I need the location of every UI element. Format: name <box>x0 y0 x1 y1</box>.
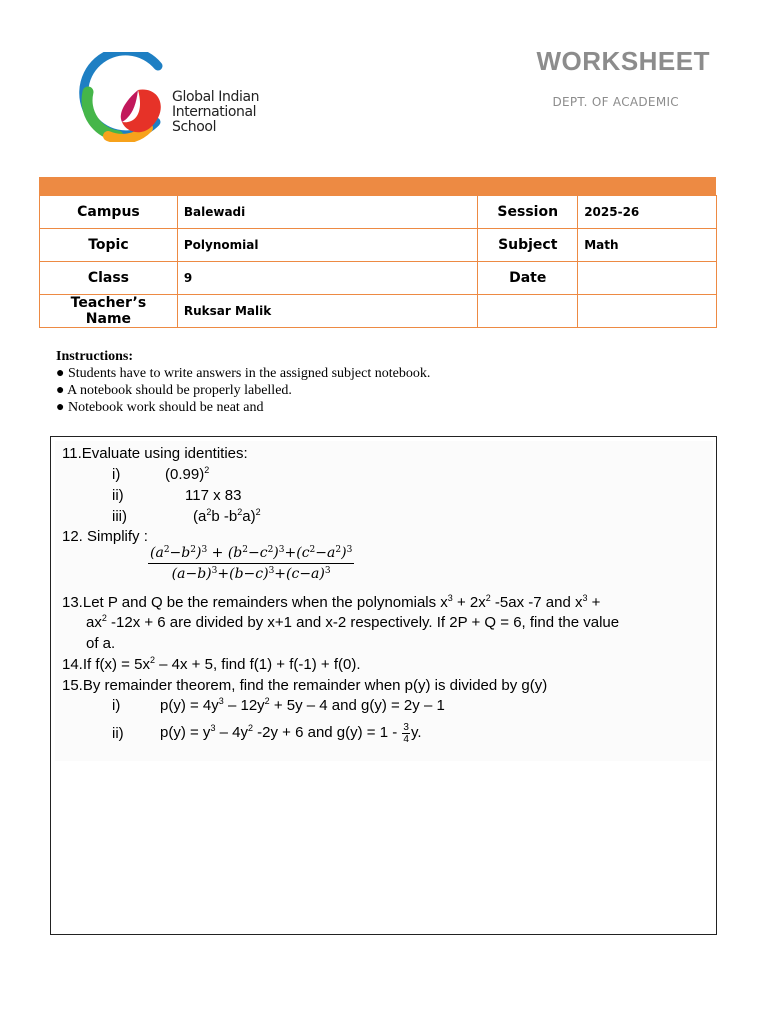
expr: – 12y <box>223 697 265 714</box>
subject-value: Math <box>578 229 717 262</box>
school-logo <box>78 52 263 142</box>
question-text: + <box>587 594 601 611</box>
session-value: 2025-26 <box>578 196 717 229</box>
question-11-part-label: iii) <box>112 508 127 525</box>
department-label: DEPT. OF ACADEMIC <box>552 95 679 109</box>
question-text: -12x + 6 are divided by x+1 and x-2 respectively. If 2P + Q = 6, find the value <box>106 614 620 631</box>
instructions-heading: Instructions: <box>56 349 134 364</box>
question-number: 15. <box>62 677 83 694</box>
question-number: 13. <box>62 594 83 611</box>
question-12-fraction <box>148 545 354 582</box>
fraction-numerator: 3 <box>403 721 409 733</box>
question-text: + 2x <box>452 594 486 611</box>
question-15 <box>62 677 547 695</box>
exponent: 2 <box>204 465 210 475</box>
question-number: 14. <box>62 656 83 673</box>
school-name-line-1: Global Indian <box>172 89 260 105</box>
question-11-part-label: ii) <box>112 487 124 504</box>
expr: (0.99) <box>165 466 205 483</box>
question-text: If f(x) = 5x <box>82 656 150 673</box>
question-15-part-label: i) <box>112 697 121 714</box>
campus-value: Balewadi <box>177 196 477 229</box>
table-row <box>40 196 717 229</box>
expr: + 5y – 4 and g(y) = 2y – 1 <box>269 697 445 714</box>
question-15-part-label: ii) <box>112 725 124 742</box>
question-text: – 4x + 5, find f(1) + f(-1) + f(0). <box>154 656 361 673</box>
question-11 <box>62 445 248 463</box>
topic-value: Polynomial <box>177 229 477 262</box>
worksheet-title: WORKSHEET <box>536 46 710 76</box>
instruction-item: ● Students have to write answers in the assigned subject notebook. <box>56 366 431 381</box>
question-13-line-3: of a. <box>86 635 116 652</box>
school-name-line-3: School <box>172 119 217 135</box>
fraction-denominator: $(a-b)^3+(b-c)^3+(c-a)^3$ <box>171 566 331 582</box>
instruction-item: ● A notebook should be properly labelled. <box>56 383 292 398</box>
class-value: 9 <box>177 262 477 295</box>
session-label: Session <box>478 196 578 229</box>
table-row <box>40 295 717 328</box>
question-number: 12. <box>62 528 83 545</box>
question-15-part-ii: $p(y) = y^3 - 4y^2$ -2y + 6 and g(y) = 1 - $\frac{3}{4}$ y. <box>160 721 422 745</box>
date-value <box>578 262 717 295</box>
question-11-part-i <box>165 466 209 484</box>
campus-label: Campus <box>40 196 178 229</box>
question-13: 13.Let P and Q be the remainders when the polynomials $x^3 + 2x^2$ -5ax -7 and $x^3$ + <box>62 593 601 611</box>
empty-cell <box>478 295 578 328</box>
question-number: 11. <box>62 445 82 462</box>
question-11-part-ii: 117 x 83 <box>185 487 242 504</box>
question-text: Evaluate using identities: <box>81 445 248 462</box>
question-text: ax <box>86 614 102 631</box>
expr: -2y + 6 and g(y) = 1 - <box>253 724 402 741</box>
empty-cell <box>578 295 717 328</box>
question-11-part-iii: ($a^2b$ $-b^2a)^2$ <box>193 507 261 525</box>
fraction-numerator: $(a^2-b^2)^3 + (b^2-c^2)^3+(c^2-a^2)^3$ <box>148 545 354 564</box>
expr: y. <box>410 724 422 741</box>
expr: – 4y <box>215 724 248 741</box>
class-label: Class <box>40 262 178 295</box>
teacher-value: Ruksar Malik <box>177 295 477 328</box>
question-text: By remainder theorem, find the remainder when p(y) is divided by g(y) <box>82 677 548 694</box>
question-14: 14.If $f(x) = 5x^2 - 4x + 5$, find f(1) + f(-1) + f(0). <box>62 655 361 673</box>
question-13-line-2: $ax^2$ -12x + 6 are divided by x+1 and x-2 respectively. If 2P + Q = 6, find the value <box>86 613 620 631</box>
question-text: Simplify : <box>87 528 148 545</box>
small-fraction <box>402 722 410 745</box>
expr: p(y) = 4y <box>160 697 219 714</box>
question-text: Let P and Q be the remainders when the polynomials x <box>82 594 448 611</box>
topic-label: Topic <box>40 229 178 262</box>
instructions <box>56 348 430 416</box>
expr: p(y) = y <box>160 724 211 741</box>
logo-emblem-icon <box>78 52 173 142</box>
table-row <box>40 229 717 262</box>
table-row <box>40 262 717 295</box>
question-12 <box>62 528 148 546</box>
question-11-part-label: i) <box>112 466 121 483</box>
school-name-line-2: International <box>172 104 257 120</box>
date-label: Date <box>478 262 578 295</box>
teacher-label: Teacher’s Name <box>40 295 178 328</box>
fraction-denominator: 4 <box>403 733 409 745</box>
question-15-part-i: $p(y) = 4y^3 - 12y^2 + 5y - 4$ and g(y) = 2y – 1 <box>160 696 445 714</box>
info-table <box>39 195 717 328</box>
question-text: -5ax -7 and x <box>490 594 583 611</box>
instruction-item: ● Notebook work should be neat and <box>56 400 264 415</box>
subject-label: Subject <box>478 229 578 262</box>
school-name <box>172 90 259 135</box>
table-header-bar <box>39 177 716 195</box>
